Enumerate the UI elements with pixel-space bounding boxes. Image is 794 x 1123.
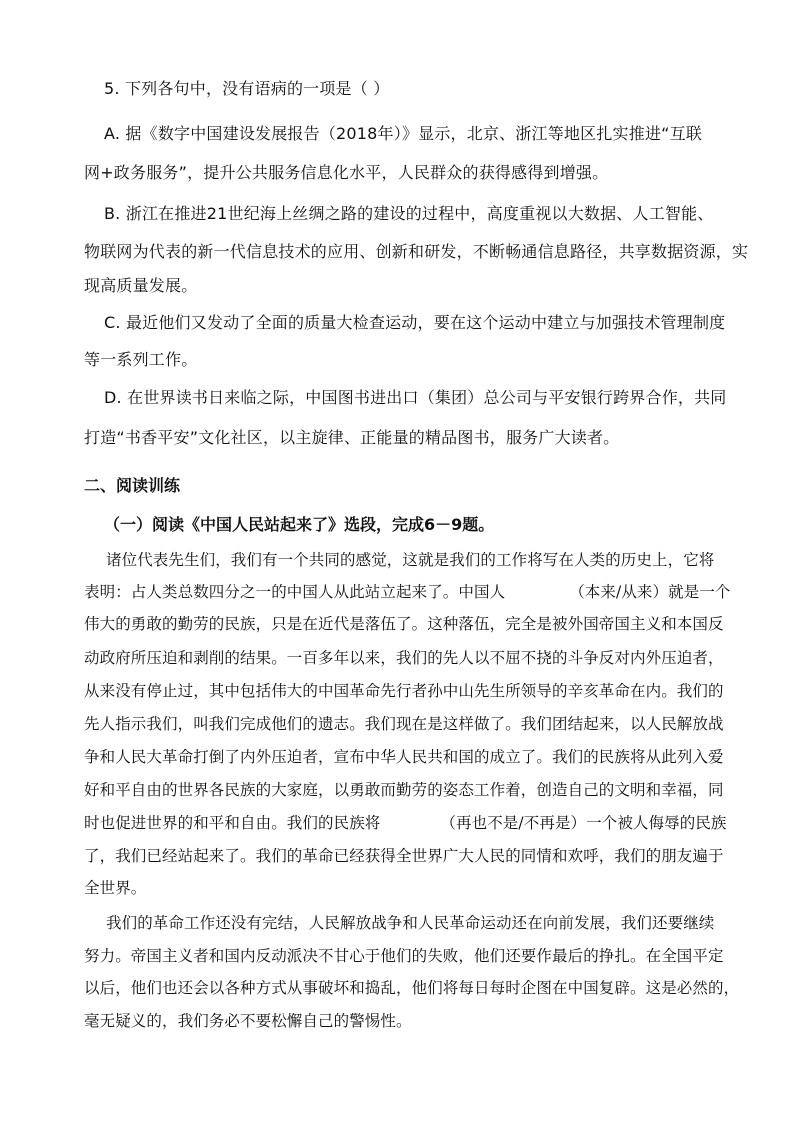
- question-5-stem: 5. 下列各句中，没有语病的一项是（ ）: [104, 79, 390, 98]
- passage-p2-line-3: 以后，他们也还会以各种方式从事破坏和捣乱，他们将每日每时企图在中国复辟。这是必然的，: [84, 979, 740, 997]
- option-c-line-1: C. 最近他们又发动了全面的质量大检查运动，要在这个运动中建立与加强技术管理制度: [104, 313, 726, 332]
- passage-p1-line-1: 诸位代表先生们，我们有一个共同的感觉，这就是我们的工作将写在人类的历史上，它将: [106, 551, 715, 569]
- option-d-line-1: D. 在世界读书日来临之际，中国图书进出口（集团）总公司与平安银行跨界合作，共同: [104, 388, 727, 407]
- passage-p1-line-5: 从来没有停止过，其中包括伟大的中国革命先行者孙中山先生所领导的辛亥革命在内。我们的: [84, 682, 724, 700]
- passage-p1-line-2-part-b: （本来/从来）就是一个: [569, 583, 731, 601]
- option-d-line-2: 打造“书香平安”文化社区，以主旋律、正能量的精品图书，服务广大读者。: [84, 428, 620, 447]
- passage-p1-line-3: 伟大的勇敢的勤劳的民族，只是在近代是落伍了。这种落伍，完全是被外国帝国主义和本国反: [84, 615, 724, 633]
- section-heading: 二、阅读训练: [84, 476, 181, 495]
- passage-p2-line-2: 努力。帝国主义者和国内反动派决不甘心于他们的失败，他们还要作最后的挣扎。在全国平定: [84, 947, 724, 965]
- passage-p1-line-4: 动政府所压迫和剥削的结果。一百多年以来，我们的先人以不屈不挠的斗争反对内外压迫者，: [84, 649, 724, 667]
- passage-p1-line-6: 先人指示我们，叫我们完成他们的遗志。我们现在是这样做了。我们团结起来，以人民解放战: [84, 715, 724, 733]
- passage-p1-line-9-part-a: 时也促进世界的和平和自由。我们的民族将: [84, 814, 381, 832]
- option-c-line-2: 等一系列工作。: [84, 350, 198, 369]
- option-b-line-1: B. 浙江在推进21世纪海上丝绸之路的建设的过程中，高度重视以大数据、人工智能、: [104, 204, 714, 223]
- option-a-line-2: 网+政务服务”，提升公共服务信息化水平，人民群众的获得感得到增强。: [84, 163, 609, 182]
- passage-p1-line-2-part-a: 表明：占人类总数四分之一的中国人从此站立起来了。中国人: [84, 583, 506, 601]
- passage-p1-line-9: [84, 813, 727, 833]
- passage-p1-line-7: 争和人民大革命打倒了内外压迫者，宣布中华人民共和国的成立了。我们的民族将从此列入爱: [84, 748, 724, 766]
- option-b-line-3: 现高质量发展。: [84, 276, 198, 295]
- reading-subheading: （一）阅读《中国人民站起来了》选段，完成6－9题。: [104, 515, 495, 534]
- passage-p2-line-4: 毫无疑义的，我们务必不要松懈自己的警惕性。: [84, 1012, 412, 1030]
- passage-p1-line-8: 好和平自由的世界各民族的大家庭，以勇敢而勤劳的姿态工作着，创造自己的文明和幸福，同: [84, 781, 724, 799]
- option-b-line-2: 物联网为代表的新一代信息技术的应用、创新和研发，不断畅通信息路径，共享数据资源，实: [84, 242, 749, 261]
- passage-p1-line-9-part-b: （再也不是/不再是）一个被人侮辱的民族: [440, 814, 727, 832]
- option-a-line-1: A. 据《数字中国建设发展报告（2018年）》显示，北京、浙江等地区扎实推进“互联: [104, 124, 703, 143]
- passage-p1-line-2: [84, 582, 731, 602]
- passage-p1-line-11: 全世界。: [84, 879, 147, 897]
- passage-p2-line-1: 我们的革命工作还没有完结，人民解放战争和人民革命运动还在向前发展，我们还要继续: [106, 914, 715, 932]
- passage-p1-line-10: 了，我们已经站起来了。我们的革命已经获得全世界广大人民的同情和欢呼，我们的朋友遍于: [84, 847, 724, 865]
